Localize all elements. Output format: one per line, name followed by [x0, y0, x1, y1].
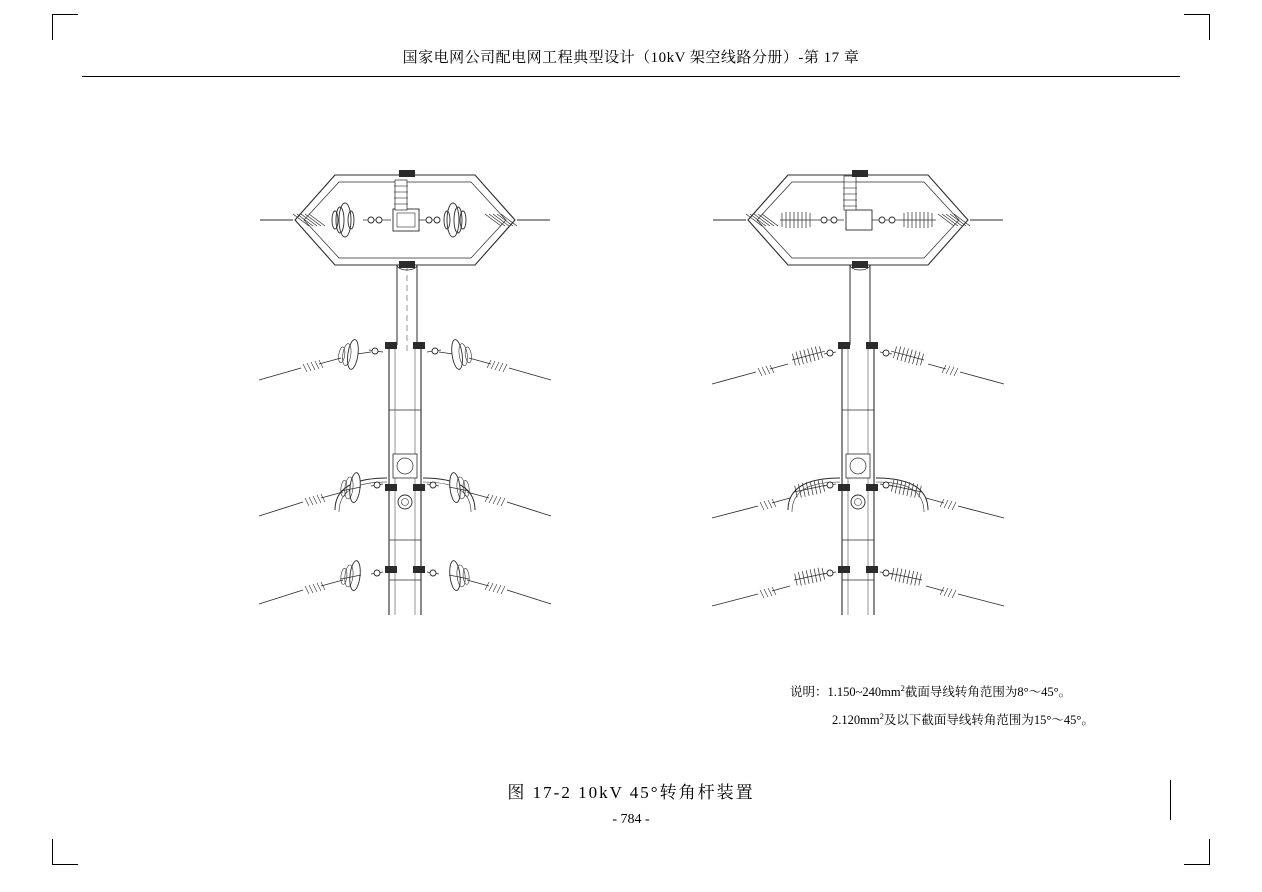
crop-mark-bottom-left-h	[52, 864, 78, 865]
notes-label: 说明：	[790, 685, 828, 700]
crop-mark-bottom-right-v	[1209, 839, 1210, 865]
page-header-title: 国家电网公司配电网工程典型设计（10kV 架空线路分册）-第 17 章	[402, 50, 860, 66]
note-1-text-after: 截面导线转角范围为8°～45°。	[904, 685, 1072, 700]
note-row-1	[790, 676, 1094, 704]
crop-mark-top-left-v	[52, 14, 53, 40]
page-number: - 784 -	[612, 812, 650, 827]
crop-mark-top-right-h	[1184, 14, 1210, 15]
note-2-text-before: 120mm	[841, 713, 880, 728]
cad-drawing	[0, 120, 1262, 640]
note-1-superscript: 2	[900, 683, 905, 693]
note-1-number: 1.	[827, 685, 837, 700]
note-2-text-after: 及以下截面导线转角范围为15°～45°。	[883, 713, 1094, 728]
drawing-notes	[790, 676, 1094, 732]
crop-mark-top-right-v	[1209, 14, 1210, 40]
header-divider	[82, 76, 1180, 77]
crop-mark-top-left-h	[52, 14, 78, 15]
note-1-text-before: 150~240mm	[836, 685, 901, 700]
crop-mark-bottom-left-v	[52, 839, 53, 865]
crop-mark-bottom-right-h	[1184, 864, 1210, 865]
note-2-superscript: 2	[879, 711, 884, 722]
note-2-number: 2.	[832, 713, 842, 728]
note-row-2	[790, 704, 1094, 732]
figure-caption: 图 17-2 10kV 45°转角杆装置	[507, 783, 755, 802]
